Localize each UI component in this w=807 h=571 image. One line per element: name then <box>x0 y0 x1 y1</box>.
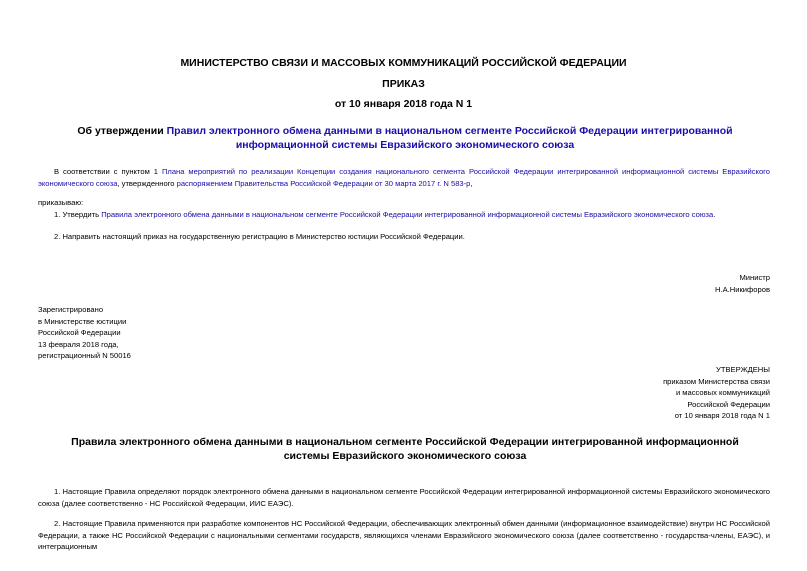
item-2: 2. Направить настоящий приказ на государственную регистрацию в Министерство юстиции Российской Федерации. <box>54 232 465 241</box>
doc-title <box>60 124 750 152</box>
signature-name: Н.А.Никифоров <box>714 284 770 294</box>
approved-block <box>560 364 770 422</box>
preamble-link-plan[interactable]: Плана мероприятий по реализации Концепции создания национального сегмента Российской Федерации интегрированной информационной системы Евразийского экономического союза <box>38 167 770 188</box>
preamble-text-1: В соответствии с пунктом 1 <box>54 167 162 176</box>
preamble-link-decree[interactable]: распоряжением Правительства Российской Федерации от 30 марта 2017 г. N 583-р <box>176 178 471 188</box>
order-word: приказываю: <box>38 198 84 207</box>
signature-role: Министр <box>739 273 770 282</box>
signature-block <box>600 272 770 295</box>
registration-line-5: регистрационный N 50016 <box>38 351 131 360</box>
doc-title-link[interactable]: Правил электронного обмена данными в национальном сегменте Российской Федерации интегрированной информационной системы Евразийского экономического союза <box>166 125 733 151</box>
rules-paragraph-1: 1. Настоящие Правила определяют порядок электронного обмена данными в национальном сегменте Российской Федерации интегрированной информационной системы Евразийского экономического союза (далее соответственно - НС Российской Федерации, ИИС ЕАЭС). <box>38 487 770 508</box>
doc-type-heading: ПРИКАЗ <box>382 78 425 90</box>
ministry-heading: МИНИСТЕРСТВО СВЯЗИ И МАССОВЫХ КОММУНИКАЦИЙ РОССИЙСКОЙ ФЕДЕРАЦИИ <box>180 57 627 69</box>
registration-line-1: Зарегистрировано <box>38 305 104 314</box>
preamble-text-3: , <box>470 178 473 188</box>
rules-paragraph-2: 2. Настоящие Правила применяются при разработке компонентов НС Российской Федерации, обеспечивающих электронный обмен данными (информационное взаимодействие) внутри НС Российской Федерации, а также НС Российской Федерации с национальными сегментами государств, являющихся членами Евразийского экономического союза (далее соответственно - государства-члены, ЕАЭС), и интеграционным <box>38 519 770 551</box>
approved-line-1: УТВЕРЖДЕНЫ <box>716 365 770 374</box>
item-1-prefix: 1. Утвердить <box>54 210 102 219</box>
rules-title: Правила электронного обмена данными в национальном сегменте Российской Федерации интегрированной информационной системы Евразийского экономического союза <box>71 436 739 462</box>
item-1-link[interactable]: Правила электронного обмена данными в национальном сегменте Российской Федерации интегрированной информационной системы Евразийского экономического союза <box>101 210 714 219</box>
registration-block <box>38 304 131 362</box>
item-1-suffix: . <box>713 210 716 219</box>
approved-line-2: приказом Министерства связи <box>663 376 770 386</box>
approved-line-4: Российской Федерации <box>687 399 770 409</box>
item-1 <box>54 209 770 221</box>
approved-line-5: от 10 января 2018 года N 1 <box>674 411 770 420</box>
registration-line-4: 13 февраля 2018 года, <box>38 339 119 349</box>
approved-line-3: и массовых коммуникаций <box>675 388 770 397</box>
preamble-paragraph <box>38 166 770 189</box>
preamble-text-2: , утвержденного <box>117 178 177 188</box>
doc-title-prefix: Об утверждении <box>77 125 167 137</box>
doc-date: от 10 января 2018 года N 1 <box>334 98 473 110</box>
registration-line-2: в Министерстве юстиции <box>38 316 127 326</box>
registration-line-3: Российской Федерации <box>38 328 121 337</box>
